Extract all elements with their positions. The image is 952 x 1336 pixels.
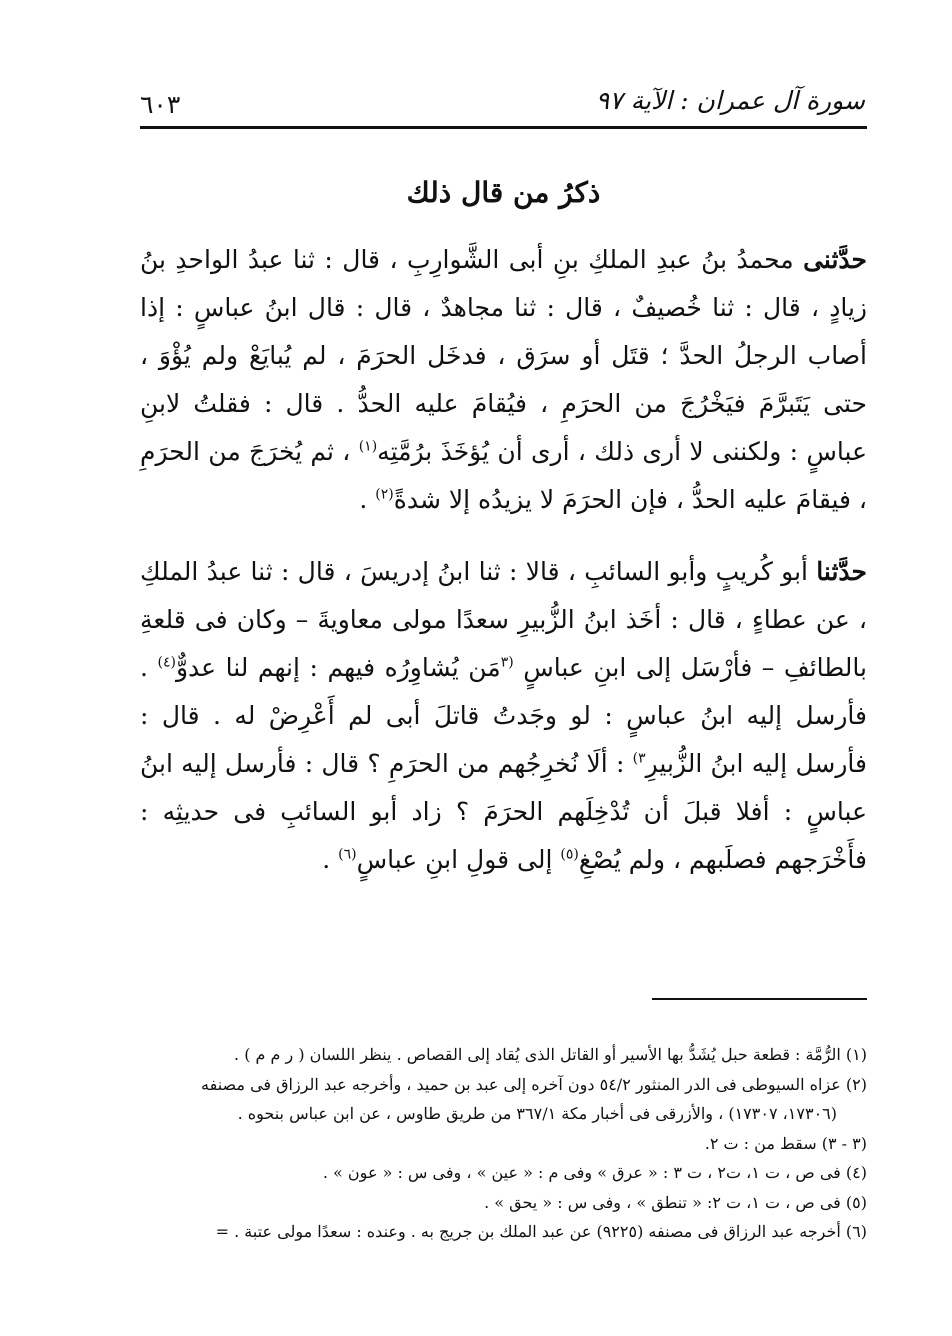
- narration-lead: حدَّثنى: [803, 245, 867, 274]
- paragraph-text: مَن يُشاوِرُه فيهم : إنهم لنا عدوٌّ: [175, 653, 501, 682]
- footnotes: [140, 1040, 867, 1247]
- footnote: (٢) عزاه السيوطى فى الدر المنثور ٥٤/٢ دون آخره إلى عبد بن حميد ، وأخرجه عبد الرزاق فى مصنفه: [201, 1074, 867, 1094]
- footnote-ref: ٣): [632, 750, 646, 767]
- footnote-ref: (٦): [338, 846, 357, 863]
- running-head: [140, 78, 865, 128]
- paragraph-text: .: [359, 485, 376, 514]
- paragraph-2: [140, 548, 867, 884]
- footnote-continuation: (١٧٣٠٦، ١٧٣٠٧) ، والأزرقى فى أخبار مكة ٣٦٧/١ من طريق طاوس ، عن ابن عباس بنحوه .: [237, 1104, 837, 1123]
- paragraph-text: : ألَا نُخرِجُهم من الحرَمِ ؟ قال : فأرسل إليه ابنُ عباسٍ : أفلا قبلَ أن تُدْخِلَهم الحرَمَ ؟ زاد أبو السائبِ فى حديثِه : فأَخْرَجهم فصلَبهم ، ولم يُصْغِ: [140, 749, 867, 874]
- footnote-ref: (٤): [157, 654, 176, 671]
- paragraph-text: .: [322, 845, 339, 874]
- footnote: (٥) فى ص ، ت ١، ت ٢: « تنطق » ، وفى س : « يحق » .: [484, 1192, 867, 1212]
- paragraph-1: [140, 236, 867, 524]
- header-rule: [140, 126, 867, 129]
- paragraph-text: إلى قولِ ابنِ عباسٍ: [356, 845, 561, 874]
- footnote-ref: (١): [358, 438, 378, 455]
- footnote-rule: [652, 998, 867, 1000]
- footnote: (١) الرُّمَّة : قطعة حبل يُشَدُّ بها الأسير أو القاتل الذى يُقاد إلى القصاص . ينظر اللسان ( ر م م ) .: [234, 1045, 867, 1064]
- paragraph-text: محمدُ بنُ عبدِ الملكِ بنِ أبى الشَّوارِبِ ، قال : ثنا عبدُ الواحدِ بنُ زيادٍ ، قال : ثنا خُصيفٌ ، قال : ثنا مجاهدٌ ، قال : قال ابنُ عباسٍ : إذا أصاب الرجلُ الحدَّ ؛ قتَل أو سرَق ، فدخَل الحرَمَ ، لم يُبايَعْ ولم يُؤْوَ ، حتى يَتَبرَّمَ فيَخْرُجَ من الحرَمِ ، فيُقامَ عليه الحدُّ . قال : فقلتُ لابنِ عباسٍ : ولكننى لا أرى ذلك ، أرى أن يُؤخَذَ برُمَّتِه: [140, 245, 867, 466]
- narration-lead: حدَّثنا: [816, 557, 867, 586]
- footnote-ref: (٣: [500, 654, 514, 671]
- page-number: ٦٠٣: [140, 90, 181, 119]
- footnote: (٤) فى ص ، ت ١، ت٢ ، ت ٣ : « عرق » وفى م : « عين » ، وفى س : « عون » .: [322, 1163, 867, 1182]
- section-heading: ذكرُ من قال ذلك: [406, 176, 601, 209]
- footnote: (٦) أخرجه عبد الرزاق فى مصنفه (٩٢٢٥) عن عبد الملك بن جريج به . وعنده : سعدًا مولى عتبة . =: [215, 1222, 867, 1241]
- footnote: (٣ - ٣) سقط من : ت ٢.: [704, 1133, 867, 1153]
- paragraph-text: ، ثم يُخرَجَ من الحرَمِ ، فيقامَ عليه الحدُّ ، فإن الحرَمَ لا يزيدُه إلا شدةً: [140, 437, 867, 514]
- paragraph-text: أبو كُريبٍ وأبو السائبِ ، قالا : ثنا ابنُ إدريسَ ، قال : ثنا عبدُ الملكِ ، عن عطاءٍ ، قال : أخَذ ابنُ الزُّبيرِ سعدًا مولى معاويةَ – وكان فى قلعةِ بالطائفِ – فأرْسَل إلى ابنِ عباسٍ: [140, 557, 867, 682]
- footnote-ref: (٢): [375, 486, 394, 503]
- paragraph-text: . فأرسل إليه ابنُ عباسٍ : لو وجَدتُ قاتلَ أبى لم أَعْرِضْ له . قال : فأرسل إليه ابنُ الزُّبيرِ: [140, 653, 867, 778]
- main-text: [140, 236, 867, 908]
- footnote-ref: (٥): [560, 846, 579, 863]
- running-title: سورة آل عمران : الآية ٩٧: [595, 86, 865, 115]
